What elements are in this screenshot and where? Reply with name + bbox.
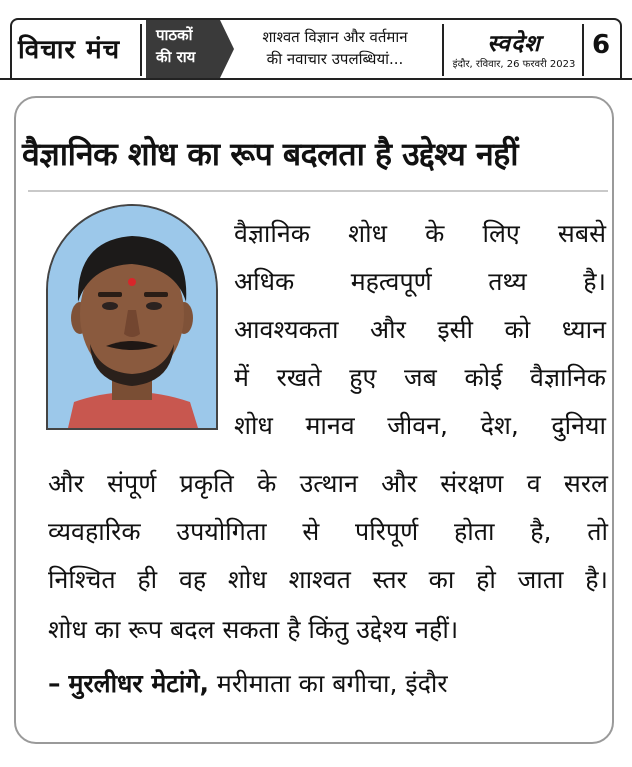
header-divider (582, 24, 584, 76)
section-tag (146, 20, 220, 78)
page-number: 6 (591, 30, 611, 60)
headline-divider (28, 190, 608, 192)
author-photo (46, 204, 218, 430)
author-name: मुरलीधर मेटांगे, (68, 669, 209, 698)
section-name: विचार मंच (18, 35, 121, 65)
body-line: शोध मानव जीवन, देश, दुनिया (234, 411, 606, 440)
body-line: व्यवहारिक उपयोगिता से परिपूर्ण होता है, तो (48, 517, 608, 546)
newspaper-logo: स्वदेश (487, 31, 541, 57)
signature-dash: – (48, 669, 61, 698)
body-line: शोध का रूप बदल सकता है किंतु उद्देश्य नहीं। (48, 615, 459, 644)
body-line: अधिक महत्वपूर्ण तथ्य है। (234, 267, 606, 296)
author-location: मरीमाता का बगीचा, इंदौर (216, 669, 448, 698)
header-divider (140, 24, 142, 76)
letter-headline: वैज्ञानिक शोध का रूप बदलता है उद्देश्य नहीं (22, 135, 519, 173)
header-divider (442, 24, 444, 76)
tag-arrow-icon (220, 20, 234, 78)
portrait-photo-icon (48, 206, 216, 428)
teaser-line-1: शाश्वत विज्ञान और वर्तमान (262, 28, 408, 46)
body-line: और संपूर्ण प्रकृति के उत्थान और संरक्षण व सरल (48, 469, 608, 498)
tag-line-1: पाठकों (156, 26, 193, 44)
dateline: इंदौर, रविवार, 26 फरवरी 2023 (452, 59, 576, 70)
letter-signature (48, 660, 448, 708)
body-line: आवश्यकता और इसी को ध्यान (234, 315, 606, 344)
body-line: वैज्ञानिक शोध के लिए सबसे (234, 219, 606, 248)
teaser-line-2: की नवाचार उपलब्धियां... (266, 50, 404, 68)
body-line: में रखते हुए जब कोई वैज्ञानिक (234, 363, 606, 392)
teaser-headline (240, 26, 430, 70)
tag-line-2: की राय (156, 48, 196, 66)
body-line: निश्चित ही वह शोध शाश्वत स्तर का हो जाता है। (48, 565, 608, 594)
